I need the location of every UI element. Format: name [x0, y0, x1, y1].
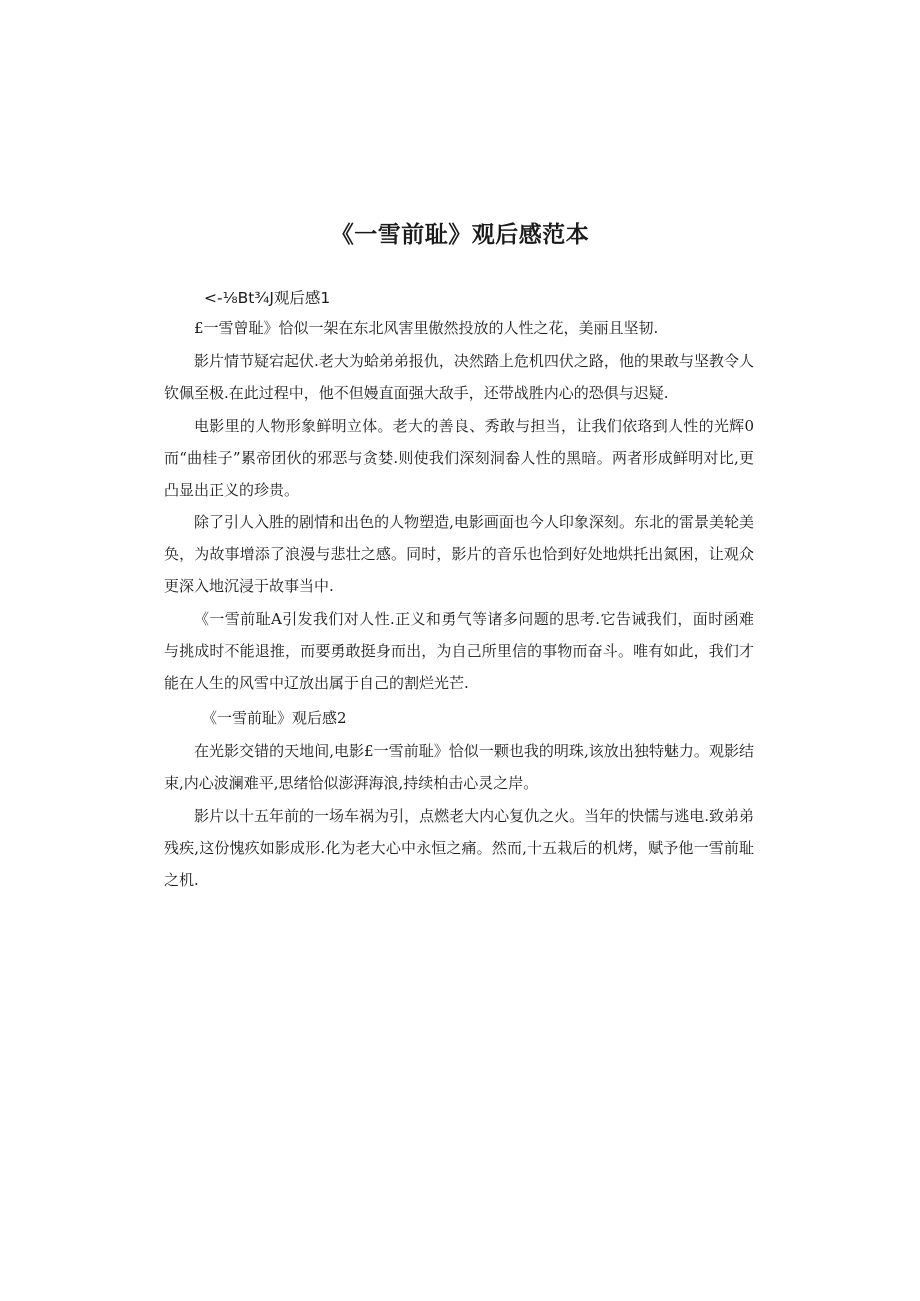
paragraph: 除了引人入胜的剧情和出色的人物塑造,电影画面也今人印象深刻。东北的雷景美轮美奂，为故事增添了浪漫与悲壮之感。同时，影片的音乐也恰到好处地烘托出氮困，让观众更深入地沉浸于故事当中. [164, 513, 754, 595]
section-1-heading: <-⅛Bt¾J观后感1 [204, 289, 331, 307]
paragraph: £一雪曾耻》恰似一架在东北风害里傲然投放的人性之花，美丽且坚韧. [194, 319, 659, 337]
paragraph: 影片以十五年前的一场车祸为引，点燃老大内心复仇之火。当年的快懦与逃电.致弟弟残疾,这份愧疚如影成形.化为老大心中永恒之痛。然而,十五栽后的机烤，赋予他一雪前耻之机. [164, 807, 754, 889]
paragraph: 《一雪前耻A引发我们对人性.正义和勇气等诸多问题的思考.它告诫我们，面时函难与挑成时不能退推，而要勇敢挺身而出，为自己所里信的事物而奋斗。唯有如此，我们才能在人生的风雪中辽放出属于自己的割烂光芒. [164, 610, 754, 692]
paragraph: 影片情节疑宕起伏.老大为蛤弟弟报仇，决然踏上危机四伏之路，他的果敢与坚教令人钦佩至极.在此过程中，他不但嫚直面强大敌手，还带战胜内心的恐俱与迟疑. [164, 352, 754, 402]
paragraph: 电影里的人物形象鲜明立体。老大的善良、秀敢与担当，让我们依珞到人性的光辉0而“曲桂子”累帝团伙的邪恶与贪婪.则使我们深刻洞畚人性的黑暗。两者形成鲜明对比,更凸显出正义的珍贵。 [164, 417, 754, 499]
paragraph: 在光影交错的天地间,电影£一雪前耻》恰似一颗也我的明珠,该放出独特魅力。观影结束,内心波澜难平,思绪恰似澎湃海浪,持续柏击心灵之岸。 [164, 742, 754, 792]
section-2-heading: 《一雪前耻》观后感2 [202, 709, 347, 727]
document-title: 《一雪前耻》观后感范本 [330, 222, 590, 248]
